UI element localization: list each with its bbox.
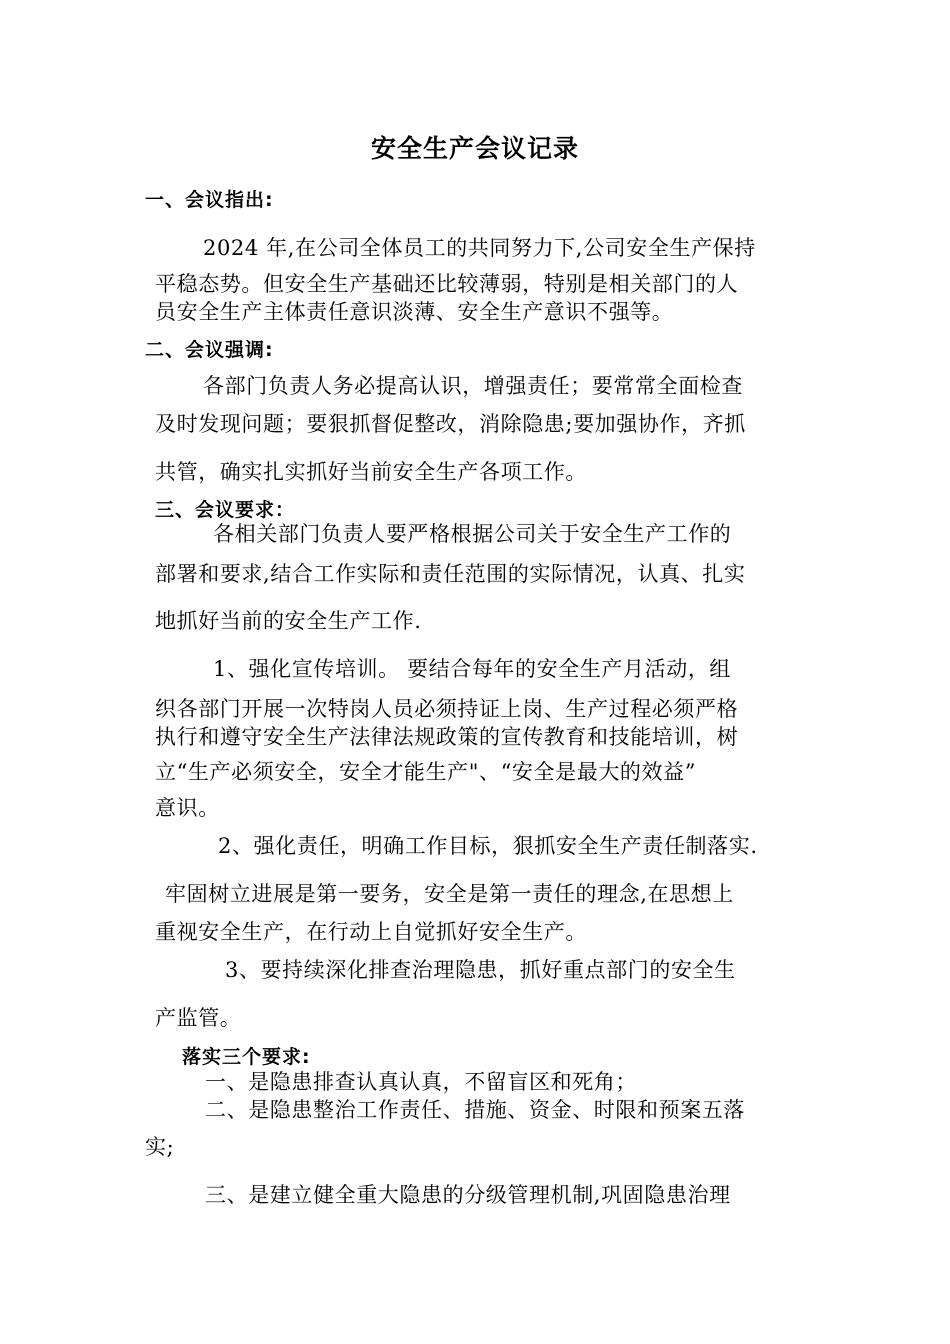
requirements-line-1: 一、是隐患排查认真认真，不留盲区和死角； xyxy=(205,1070,637,1094)
requirements-heading: 落实三个要求: xyxy=(182,1046,311,1068)
document-title: 安全生产会议记录 xyxy=(370,134,579,163)
section1-line-3: 员安全生产主体责任意识淡薄、安全生产意识不强等。 xyxy=(155,300,674,324)
section1-line-1: 2024 年,在公司全体员工的共同努力下,公司安全生产保持 xyxy=(203,236,756,260)
item1-line-1: 1、强化宣传培训。 要结合每年的安全生产月活动，组 xyxy=(213,657,732,681)
requirements-line-4: 三、是建立健全重大隐患的分级管理机制,巩固隐患治理 xyxy=(205,1183,731,1207)
item2-line-2: 牢固树立进展是第一要务，安全是第一责任的理念,在思想上 xyxy=(165,882,734,906)
item1-line-5: 意识。 xyxy=(155,796,220,820)
section3-line-2: 部署和要求,结合工作实际和责任范围的实际情况，认真、扎实 xyxy=(155,562,746,586)
item1-line-2: 织各部门开展一次特岗人员必须持证上岗、生产过程必须严格 xyxy=(155,697,739,721)
section1-line-2: 平稳态势。但安全生产基础还比较薄弱，特别是相关部门的人 xyxy=(155,272,739,296)
requirements-line-3: 实; xyxy=(145,1135,175,1159)
section2-line-1: 各部门负责人务必提高认识，增强责任；要常常全面检查 xyxy=(203,374,743,398)
section2-heading: 二、会议强调: xyxy=(145,339,274,361)
item1-line-4: 立“生产必须安全，安全才能生产"、“安全是最大的效益” xyxy=(155,760,697,784)
section3-line-1: 各相关部门负责人要严格根据公司关于安全生产工作的 xyxy=(213,522,732,546)
item2-line-1: 2、强化责任，明确工作目标，狠抓安全生产责任制落实. xyxy=(218,834,758,858)
item1-line-3: 执行和遵守安全生产法律法规政策的宣传教育和技能培训，树 xyxy=(155,725,739,749)
item3-line-1: 3、要持续深化排查治理隐患，抓好重点部门的安全生 xyxy=(225,958,736,982)
requirements-line-2: 二、是隐患整治工作责任、措施、资金、时限和预案五落 xyxy=(205,1098,745,1122)
section1-heading: 一、会议指出: xyxy=(145,189,274,211)
item3-line-2: 产监管。 xyxy=(155,1006,242,1030)
section3-line-3: 地抓好当前的安全生产工作. xyxy=(155,609,422,633)
section2-line-3: 共管，确实扎实抓好当前安全生产各项工作。 xyxy=(155,460,587,484)
item2-line-3: 重视安全生产，在行动上自觉抓好安全生产。 xyxy=(155,920,587,944)
section3-heading: 三、会议要求： xyxy=(155,499,296,521)
section2-line-2: 及时发现问题；要狠抓督促整改，消除隐患;要加强协作，齐抓 xyxy=(155,412,746,436)
